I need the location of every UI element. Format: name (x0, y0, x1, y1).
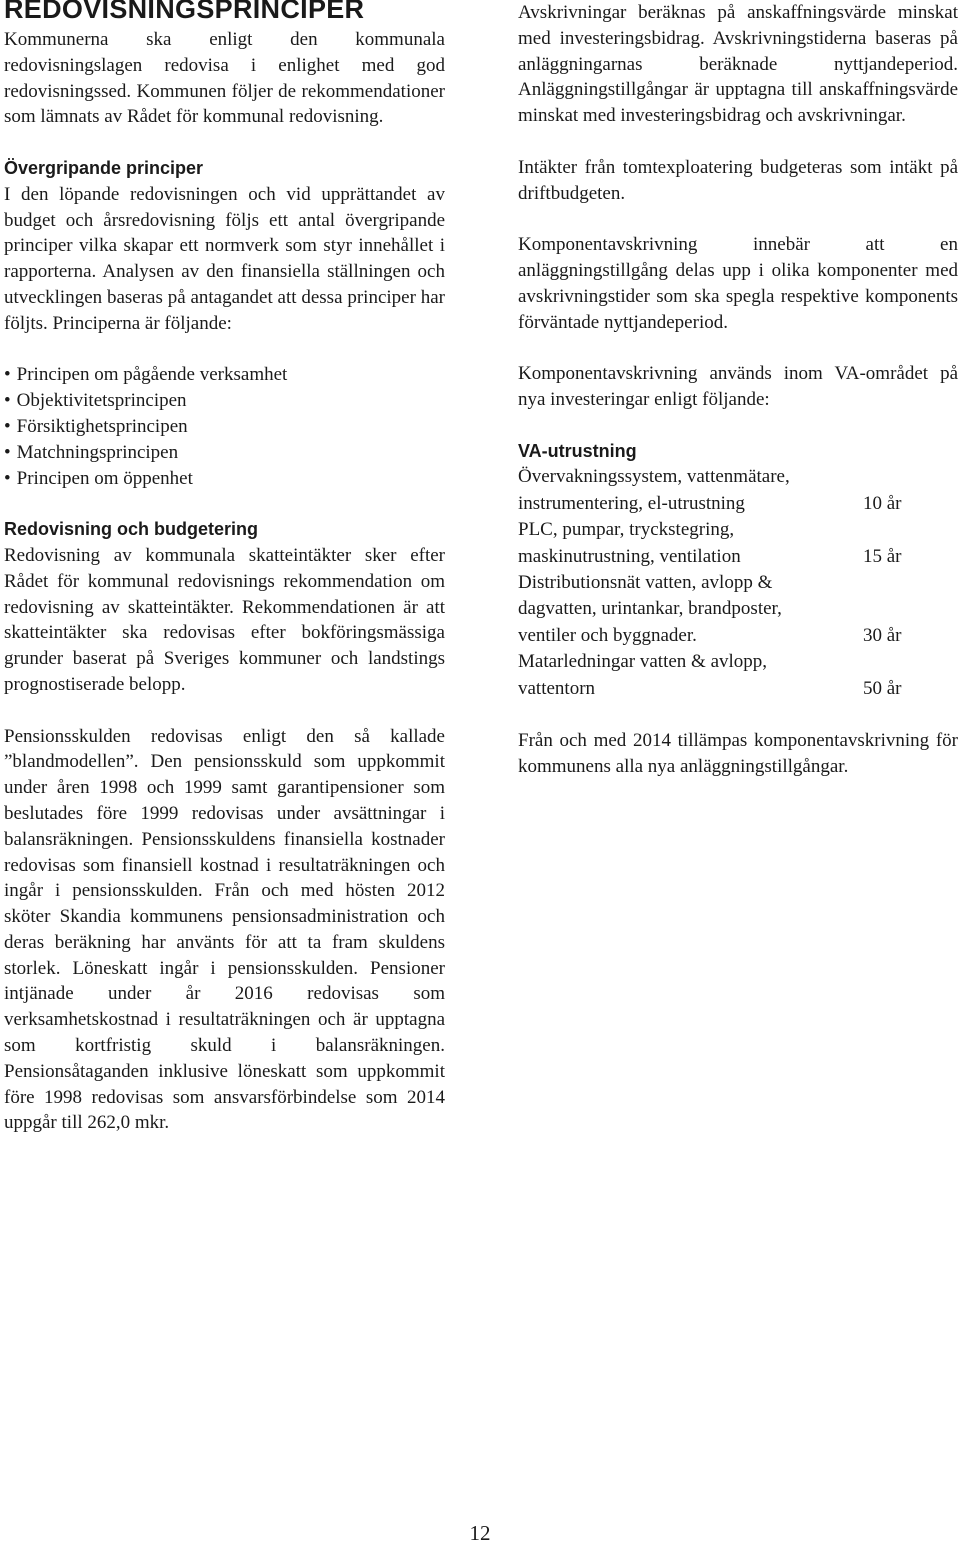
component-cell (518, 517, 863, 570)
spacer (518, 413, 958, 439)
list-item-text: Objektivitetsprincipen (16, 390, 187, 412)
table-row (518, 517, 958, 570)
bullet-icon: • (4, 467, 11, 489)
component-line: Matarledningar vatten & avlopp, (518, 651, 768, 673)
principles-list (4, 362, 445, 491)
table-row (518, 570, 958, 649)
component-line: Övervakningssystem, vattenmätare, (518, 466, 790, 488)
va-heading: VA-utrustning (518, 440, 637, 461)
depreciation-table (518, 464, 958, 702)
bullet-icon: • (4, 441, 11, 463)
spacer (518, 206, 958, 232)
table-row (518, 649, 958, 702)
land-revenue-paragraph: Intäkter från tomtexploatering budgeteras som intäkt på driftbudgeten. (518, 156, 958, 204)
table-row (518, 464, 958, 517)
list-item (4, 362, 445, 388)
component-from-2014-paragraph: Från och med 2014 tillämpas komponentavskrivning för kommunens alla nya anläggningstillgångar. (518, 729, 958, 777)
intro-paragraph: Kommunerna ska enligt den kommunala redovisningslagen redovisa i enlighet med god redovisningssed. Kommunen följer de rekommendationer som lämnats av Rådet för kommunal redovisning. (4, 29, 445, 128)
list-item-text: Principen om pågående verksamhet (16, 364, 288, 386)
component-line: ventiler och byggnader. (518, 624, 697, 646)
spacer (4, 698, 445, 724)
years-cell: 30 år (863, 624, 902, 646)
spacer (518, 129, 958, 155)
right-column (518, 0, 958, 779)
component-line: vattentorn (518, 677, 596, 699)
component-cell (518, 464, 863, 517)
list-item-text: Försiktighetsprincipen (16, 415, 188, 437)
list-item-text: Matchningsprincipen (16, 441, 179, 463)
spacer (4, 130, 445, 156)
left-column (4, 0, 445, 1136)
page-title: REDOVISNINGSPRINCIPER (4, 0, 365, 24)
bullet-icon: • (4, 415, 11, 437)
list-item (4, 388, 445, 414)
principles-paragraph: I den löpande redovisningen och vid upprättandet av budget och årsredovisning följs ett antal övergripande principer vilka skapar ett normverk som styr innehållet i rapporterna. Analysen av den finansiella ställningen och utvecklingen baseras på antagandet att dessa principer har följts. Principerna är följande: (4, 183, 445, 334)
pension-paragraph: Pensionsskulden redovisas enligt den så kallade ”blandmodellen”. Den pensionsskuld som uppkommit under åren 1998 och 1999 samt garantipensioner som beslutades före 1999 redovisas under avsättningar i balansräkningen. Pensionsskuldens finansiella kostnader redovisas som finansiell kostnad i resultaträkningen och ingår i pensionsskulden. Från och med hösten 2012 sköter Skandia kommunens pensionsadministration och deras beräkning har använts för att ta fram skuldens storlek. Löneskatt ingår i pensionsskulden. Pensioner intjänade under år 2016 redovisas som verksamhetskostnad i resultaträkningen och är upptagna som kortfristig skuld i balansräkningen. Pensionsåtaganden inklusive löneskatt som uppkommit före 1998 redovisas som ansvarsförbindelse som 2014 uppgår till 262,0 mkr. (4, 725, 445, 1134)
years-cell: 50 år (863, 677, 902, 699)
list-item-text: Principen om öppenhet (16, 467, 193, 489)
bullet-icon: • (4, 390, 11, 412)
bullet-icon: • (4, 364, 11, 386)
page-number: 12 (469, 1521, 491, 1545)
list-item (4, 440, 445, 466)
section-heading-redovisning: Redovisning och budgetering (4, 519, 259, 540)
component-line: PLC, pumpar, tryckstegring, (518, 519, 735, 541)
component-cell (518, 649, 863, 702)
depreciation-paragraph: Avskrivningar beräknas på anskaffningsvärde minskat med investeringsbidrag. Avskrivningstiderna baseras på anläggningarnas beräknade nyttjandeperiod. Anläggningstillgångar är upptagna till anskaffningsvärde minskat med investeringsbidrag och avskrivningar. (518, 2, 958, 127)
spacer (4, 491, 445, 517)
component-line: instrumentering, el-utrustning (518, 492, 745, 514)
spacer (518, 335, 958, 361)
spacer (518, 702, 958, 728)
component-line: Distributionsnät vatten, avlopp & (518, 571, 773, 593)
years-cell: 15 år (863, 545, 902, 567)
list-item (4, 466, 445, 492)
tax-revenue-paragraph: Redovisning av kommunala skatteintäkter sker efter Rådet för kommunal redovisnings rekommendation om redovisning av skatteintäkter. Rekommendationen är att skatteintäkter ska redovisas efter bokföringsmässiga grunder baserat på Sveriges kommuner och landstings prognostiserade belopp. (4, 544, 445, 695)
section-heading-overgripande: Övergripande principer (4, 157, 204, 178)
va-usage-paragraph: Komponentavskrivning används inom VA-området på nya investeringar enligt följande: (518, 363, 958, 410)
list-item (4, 414, 445, 440)
spacer (4, 337, 445, 363)
component-depreciation-paragraph: Komponentavskrivning innebär att en anläggningstillgång delas upp i olika komponenter med avskrivningstider som ska spegla respektive komponents förväntade nyttjandeperiod. (518, 234, 958, 333)
component-cell (518, 570, 863, 649)
years-cell: 10 år (863, 492, 902, 514)
component-line: dagvatten, urintankar, brandposter, (518, 598, 782, 620)
component-line: maskinutrustning, ventilation (518, 545, 741, 567)
